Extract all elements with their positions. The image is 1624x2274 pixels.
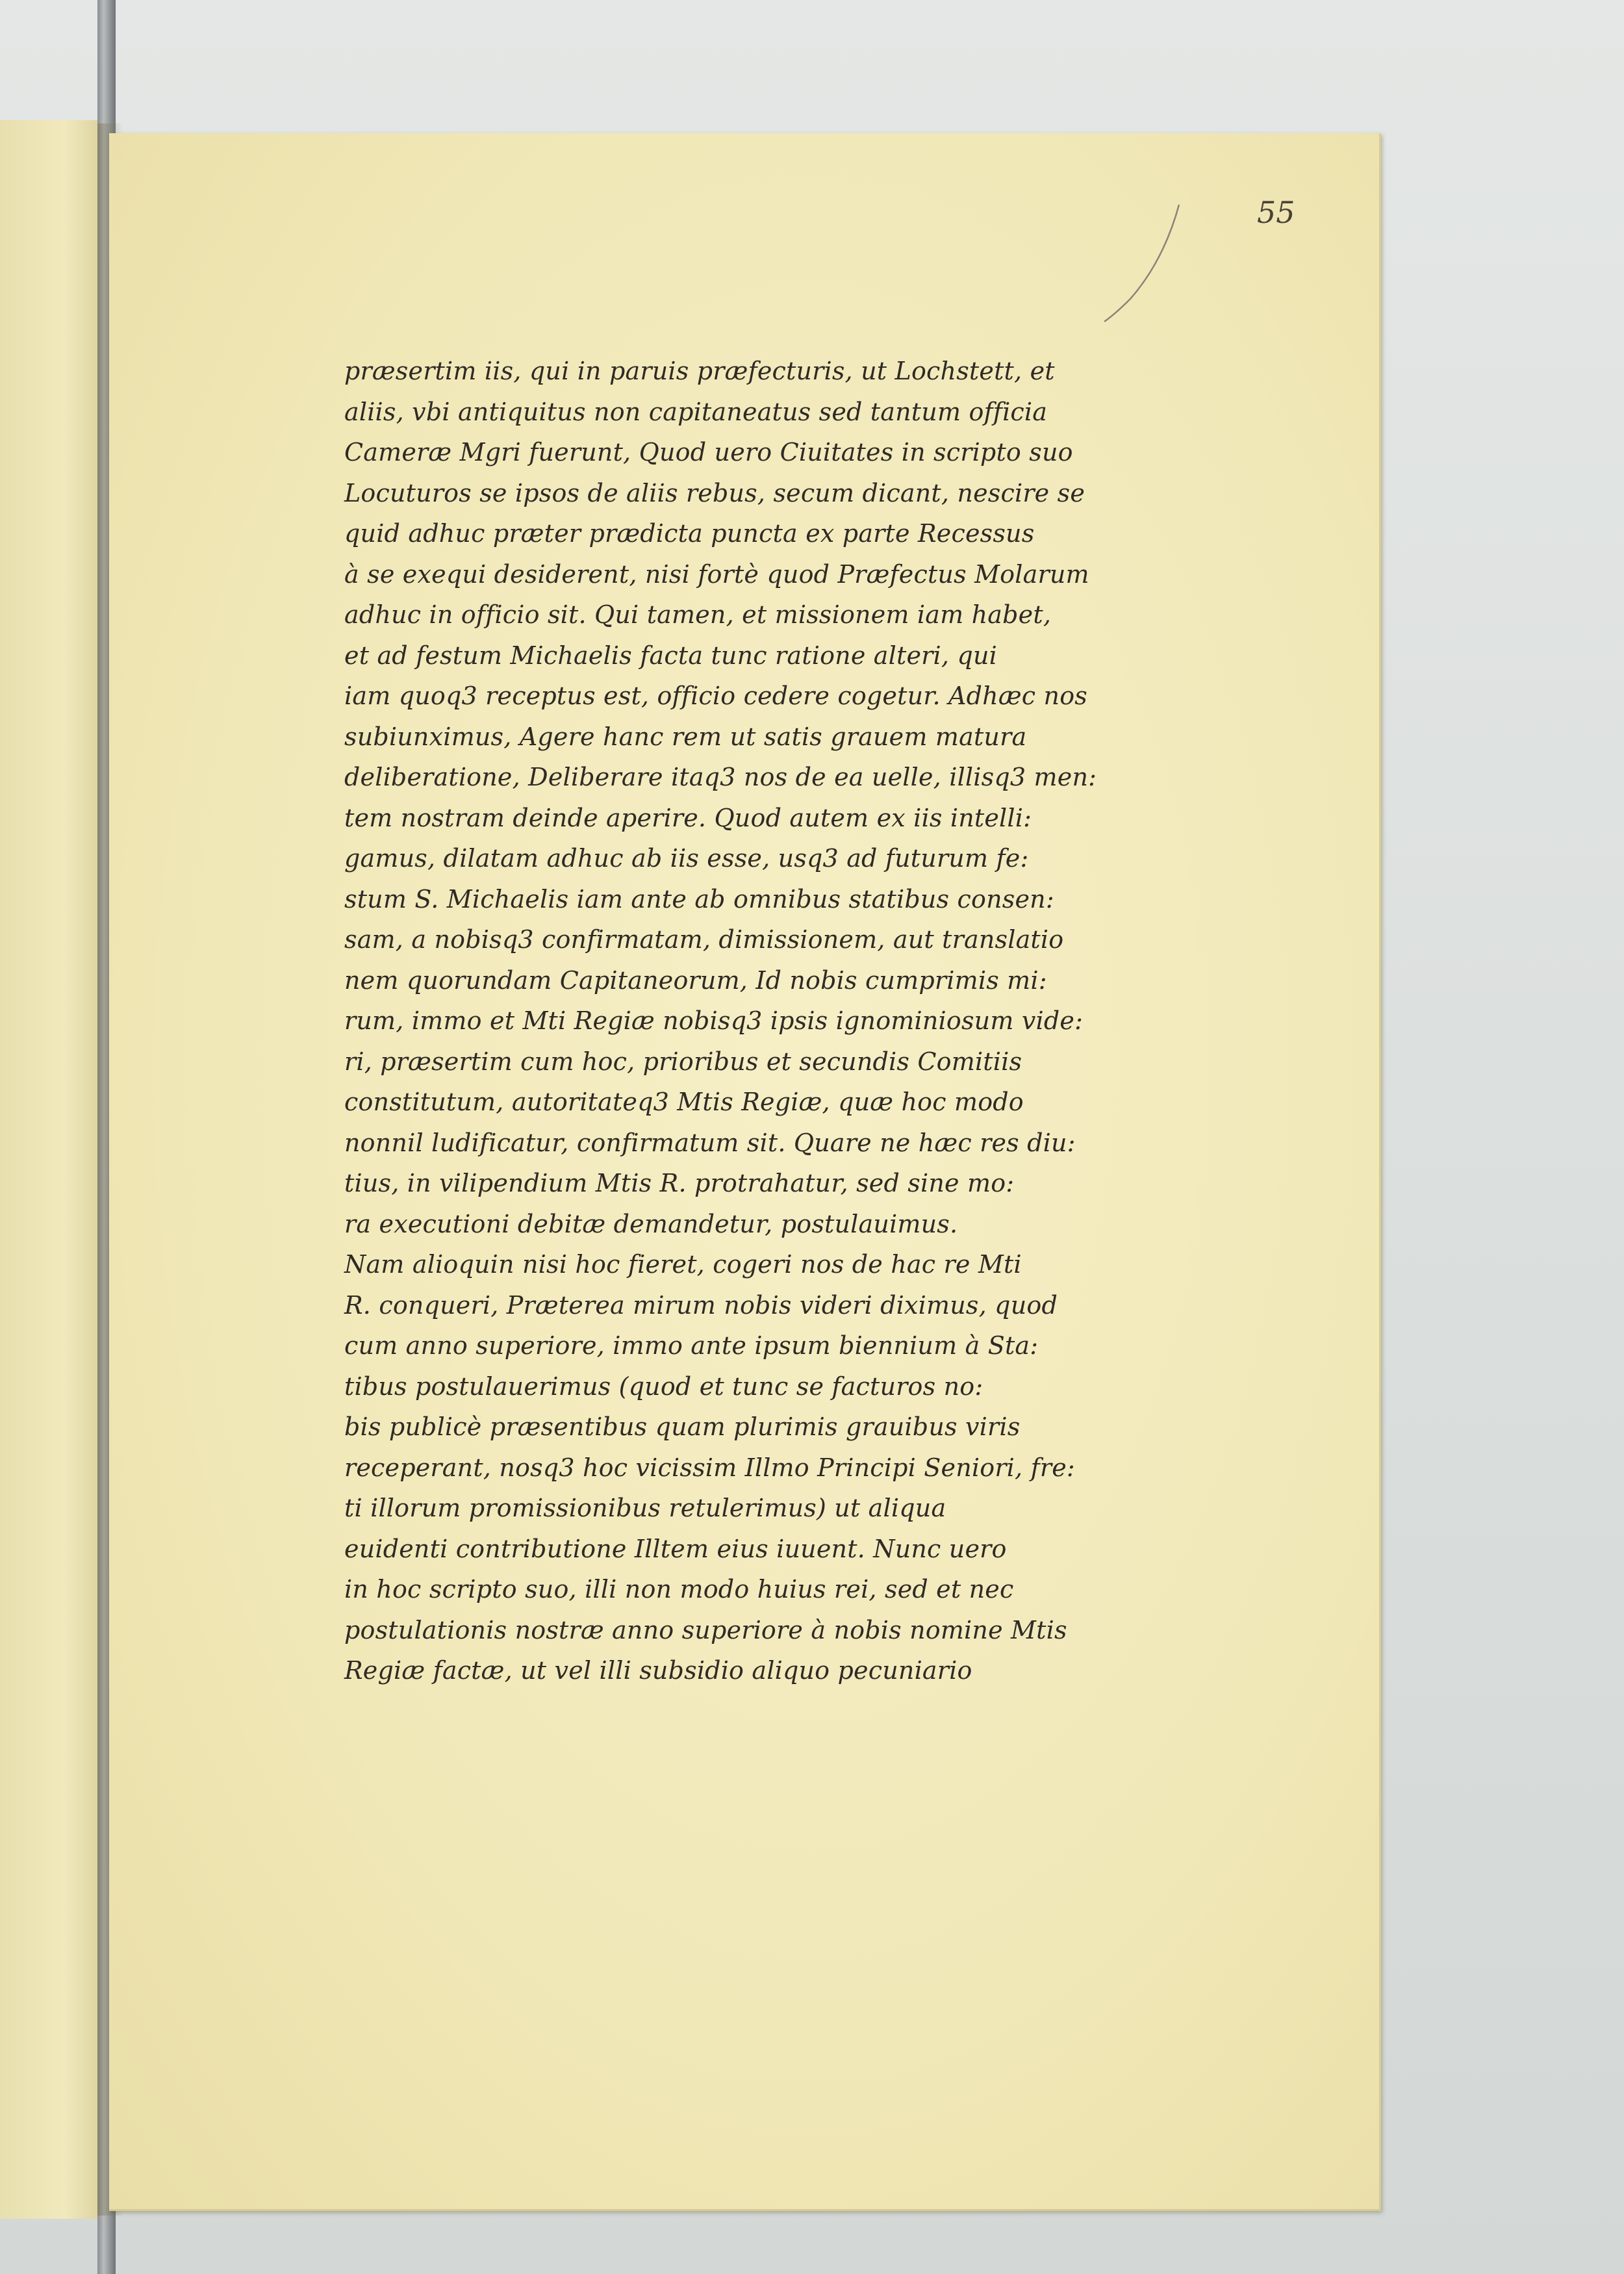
text-line: deliberatione, Deliberare itaq3 nos de ea uelle, illisq3 men: — [344, 763, 1097, 791]
text-line: gamus, dilatam adhuc ab iis esse, usq3 ad futurum fe: — [344, 844, 1029, 873]
facing-page-edge — [0, 120, 108, 2219]
text-line: constitutum, autoritateq3 Mtis Regiæ, quæ hoc modo — [344, 1088, 1024, 1116]
text-line: et ad festum Michaelis facta tunc ratione alteri, qui — [344, 641, 998, 670]
text-line: in hoc scripto suo, illi non modo huius rei, sed et nec — [344, 1575, 1014, 1603]
text-line: R. conqueri, Præterea mirum nobis videri diximus, quod — [344, 1290, 1058, 1320]
text-line: ra executioni debitæ demandetur, postulauimus. — [344, 1209, 958, 1238]
text-line: rum, immo et Mti Regiæ nobisq3 ipsis ignominiosum vide: — [344, 1006, 1084, 1035]
text-line: postulationis nostræ anno superiore à nobis nomine Mtis — [344, 1615, 1067, 1644]
text-line: aliis, vbi antiquitus non capitaneatus sed tantum officia — [344, 397, 1048, 426]
text-line: tibus postulauerimus (quod et tunc se facturos no: — [344, 1372, 983, 1401]
text-line: adhuc in officio sit. Qui tamen, et missionem iam habet, — [344, 600, 1052, 629]
text-line: iam quoq3 receptus est, officio cedere cogetur. Adhæc nos — [344, 682, 1087, 710]
text-line: Cameræ Mgri fuerunt, Quod uero Ciuitates in scripto suo — [344, 438, 1073, 466]
text-line: præsertim iis, qui in paruis præfecturis, ut Lochstett, et — [344, 357, 1055, 385]
text-line: stum S. Michaelis iam ante ab omnibus statibus consen: — [344, 884, 1054, 913]
text-line: cum anno superiore, immo ante ipsum biennium à Sta: — [344, 1331, 1039, 1360]
text-line: bis publicè præsentibus quam plurimis grauibus viris — [344, 1412, 1021, 1441]
text-line: tem nostram deinde aperire. Quod autem ex iis intelli: — [344, 803, 1032, 832]
text-line: subiunximus, Agere hanc rem ut satis grauem matura — [344, 722, 1027, 751]
text-line: Regiæ factæ, ut vel illi subsidio aliquo pecuniario — [344, 1656, 972, 1685]
text-line: ri, præsertim cum hoc, prioribus et secundis Comitiis — [344, 1047, 1022, 1076]
text-line: nem quorundam Capitaneorum, Id nobis cumprimis mi: — [344, 965, 1047, 995]
text-line: receperant, nosq3 hoc vicissim Illmo Principi Seniori, fre: — [344, 1453, 1075, 1482]
text-line: Nam alioquin nisi hoc fieret, cogeri nos de hac re Mti — [344, 1250, 1022, 1279]
text-line: ti illorum promissionibus retulerimus) ut aliqua — [344, 1494, 946, 1522]
text-line: à se exequi desiderent, nisi fortè quod Præfectus Molarum — [344, 559, 1089, 589]
text-line: euidenti contributione Illtem eius iuuent. Nunc uero — [344, 1534, 1007, 1563]
text-line: sam, a nobisq3 confirmatam, dimissionem, aut translatio — [344, 925, 1064, 954]
text-line: quid adhuc præter prædicta puncta ex parte Recessus — [344, 519, 1035, 548]
pencil-mark — [1091, 201, 1195, 325]
text-line: nonnil ludificatur, confirmatum sit. Quare ne hæc res diu: — [344, 1128, 1076, 1157]
text-line: Locuturos se ipsos de aliis rebus, secum dicant, nescire se — [344, 478, 1085, 507]
text-line: tius, in vilipendium Mtis R. protrahatur, sed sine mo: — [344, 1169, 1015, 1197]
folio-number: 55 — [1257, 195, 1295, 230]
manuscript-text — [344, 351, 1254, 1691]
